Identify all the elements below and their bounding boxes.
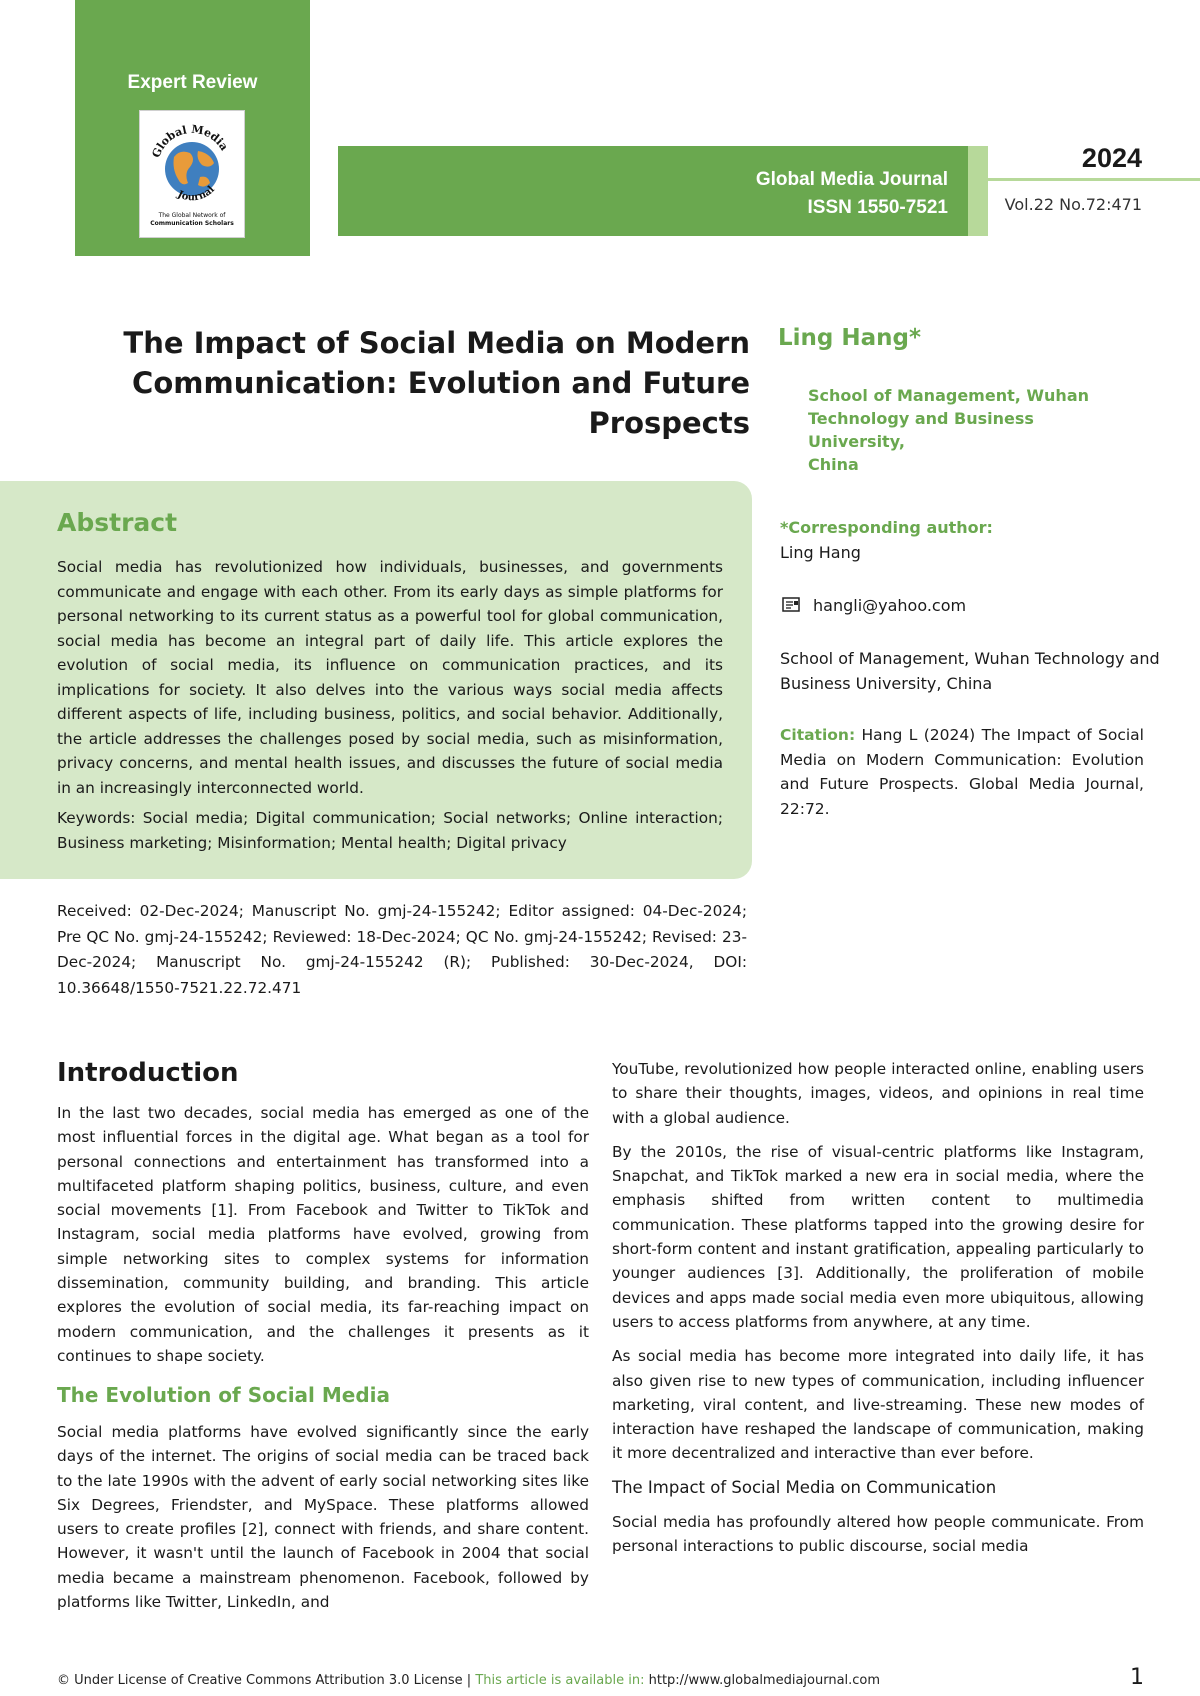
affiliation-line: School of Management, Wuhan	[808, 386, 1089, 405]
citation-text: Hang L (2024) The Impact of Social Media on Modern Communication: Evolution and Future Prospects. Global Media Journal, 22:72.	[780, 726, 1144, 818]
band-accent	[968, 146, 988, 236]
paragraph: As social media has become more integrated into daily life, it has also given rise to new types of communication, including influencer marketing, viral content, and live-streaming. These new modes of interaction have reshaped the landscape of communication, making it more decentralized and interactive than ever before.	[612, 1347, 1144, 1463]
badge-label: Expert Review	[127, 72, 258, 93]
journal-info	[756, 166, 948, 222]
header-rule	[988, 178, 1200, 181]
globe-logo-icon	[140, 111, 244, 237]
title-line: Communication: Evolution and Future	[132, 366, 750, 400]
affiliation-line: China	[808, 455, 859, 474]
paragraph: By the 2010s, the rise of visual-centric platforms like Instagram, Snapchat, and TikTok marked a new era in social media, where the emphasis shifted from written content to multimedia communication. These platforms tapped into the growing desire for short-form content and instant gratification, appealing particularly to younger audiences [3]. Additionally, the proliferation of mobile devices and apps made social media even more ubiquitous, allowing users to access platforms from anywhere, at any time.	[612, 1142, 1144, 1331]
journal-url[interactable]: http://www.globalmediajournal.com	[644, 1673, 881, 1688]
email-icon	[782, 597, 802, 613]
journal-band	[338, 146, 988, 236]
page-number: 1	[1130, 1665, 1144, 1690]
abstract-text: Social media has revolutionized how individuals, businesses, and governments communicate and engage with each other. From its early days as simple platforms for personal networking to its current status as a powerful tool for global communication, social media has become an integral part of daily life. This article explores the evolution of social media, its influence on communication practices, and its implications for society. It also delves into the various ways social media affects different aspects of life, including business, politics, and social behavior. Additionally, the article addresses the challenges posed by social media, such as misinformation, privacy concerns, and mental health issues, and discusses the future of social media in an increasingly interconnected world.	[57, 558, 723, 797]
article-title	[120, 323, 750, 443]
right-column	[612, 1057, 1144, 1569]
introduction-text: In the last two decades, social media has emerged as one of the most influential forces in the digital age. What began as a tool for personal connections and entertainment has transformed into a multifaceted platform shaping politics, business, culture, and even social movements [1]. From Facebook and Twitter to TikTok and Instagram, social media platforms have evolved, growing from simple networking sites to complex systems for information dissemination, community building, and branding. This article explores the evolution of social media, its far-reaching impact on modern communication, and the challenges it presents as it continues to shape society.	[57, 1104, 589, 1365]
issue-year: 2024	[1081, 143, 1142, 173]
title-line: Prospects	[588, 406, 750, 440]
keywords: Keywords: Social media; Digital communication; Social networks; Online interaction; Business marketing; Misinformation; Mental health; Digital privacy	[57, 809, 723, 852]
logo-bottom-arc-text: Journal	[175, 184, 217, 204]
logo-tagline-2: Communication Scholars	[150, 220, 234, 227]
corresponding-affiliation: School of Management, Wuhan Technology and Business University, China	[780, 649, 1160, 693]
evolution-heading: The Evolution of Social Media	[57, 1383, 391, 1407]
citation-label: Citation:	[780, 726, 856, 744]
expert-review-banner	[75, 0, 310, 256]
corresponding-author-label: *Corresponding author:	[780, 518, 993, 537]
title-line: The Impact of Social Media on Modern	[123, 326, 750, 360]
journal-issn: ISSN 1550-7521	[807, 197, 948, 218]
page-footer	[57, 1673, 880, 1688]
author-affiliation	[808, 384, 1128, 476]
logo-tagline-1: The Global Network of	[158, 212, 226, 219]
paragraph: YouTube, revolutionized how people interacted online, enabling users to share their thoughts, images, videos, and opinions in real time with a global audience.	[612, 1060, 1144, 1127]
paragraph: Social media has profoundly altered how people communicate. From personal interactions to public discourse, social media	[612, 1513, 1144, 1556]
manuscript-history: Received: 02-Dec-2024; Manuscript No. gmj-24-155242; Editor assigned: 04-Dec-2024; Pre QC No. gmj-24-155242; Reviewed: 18-Dec-2024; QC No. gmj-24-155242; Revised: 23-Dec-2024; Manuscript No. gmj-24-155242 (R); Published: 30-Dec-2024, DOI: 10.36648/1550-7521.22.72.471	[57, 902, 747, 997]
availability-label: This article is available in:	[475, 1673, 645, 1688]
abstract-heading: Abstract	[57, 508, 178, 537]
introduction-heading: Introduction	[57, 1058, 239, 1088]
license-text: © Under License of Creative Commons Attribution 3.0 License |	[57, 1673, 476, 1688]
evolution-text: Social media platforms have evolved significantly since the early days of the internet. The origins of social media can be traced back to the late 1990s with the advent of early social networking sites like Six Degrees, Friendster, and MySpace. These platforms allowed users to create profiles [2], connect with friends, and share content. However, it wasn't until the launch of Facebook in 2004 that social media became a mainstream phenomenon. Facebook, followed by platforms like Twitter, LinkedIn, and	[57, 1423, 589, 1612]
citation	[780, 723, 1144, 821]
author-email[interactable]: hangli@yahoo.com	[813, 596, 967, 615]
issue-volume: Vol.22 No.72:471	[1004, 195, 1142, 214]
affiliation-line: Technology and Business University,	[808, 409, 1034, 451]
impact-subheading: The Impact of Social Media on Communication	[612, 1477, 997, 1497]
journal-name: Global Media Journal	[755, 169, 948, 190]
journal-logo	[139, 110, 245, 238]
author-name: Ling Hang*	[778, 325, 922, 351]
corresponding-author-name: Ling Hang	[780, 543, 861, 562]
logo-top-arc-text: Global Media	[149, 122, 231, 160]
